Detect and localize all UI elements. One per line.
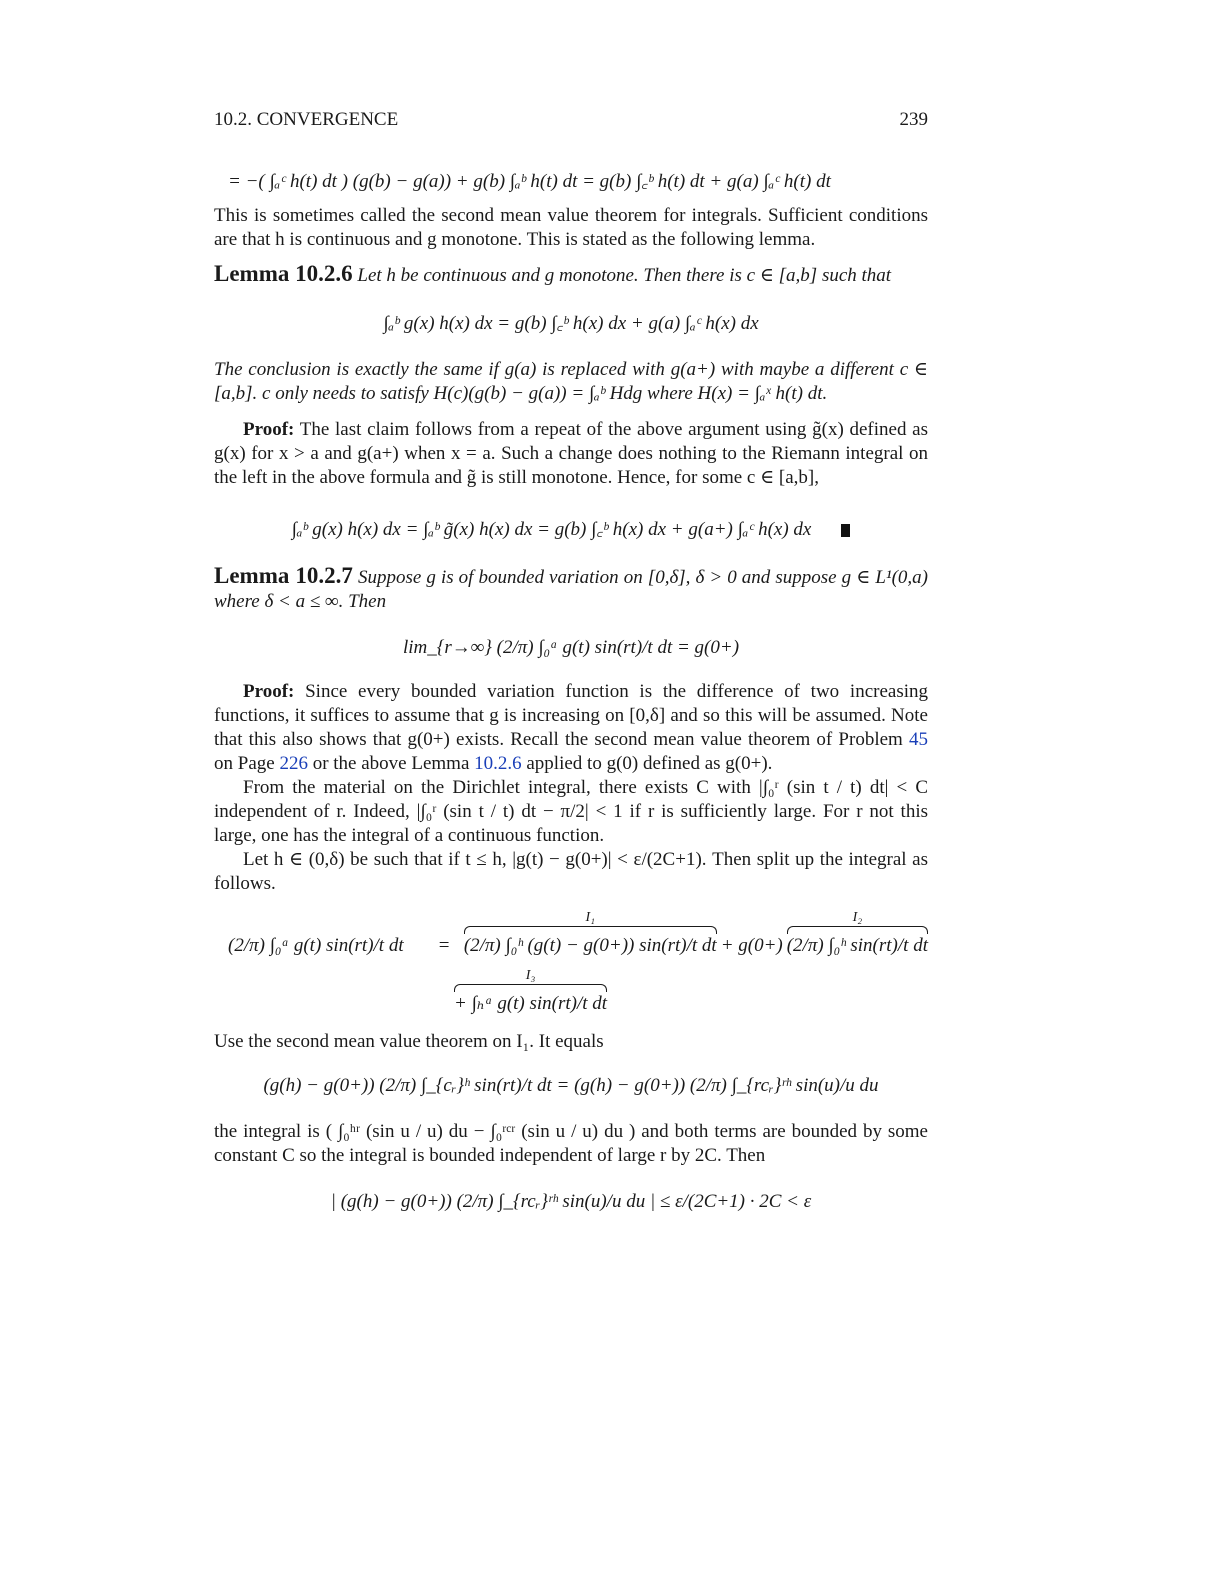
brace-label-I1: I₁ — [585, 910, 596, 925]
final-inequality: | (g(h) − g(0+)) (2/π) ∫_{rcᵣ}ʳʰ sin(u)/u du | ≤ ε/(2C+1) · 2C < ε — [330, 1191, 812, 1212]
lemma-equation: ∫ₐᵇ g(x) h(x) dx = g(b) ∫꜀ᵇ h(x) dx + g(a) ∫ₐᶜ h(x) dx — [383, 313, 759, 334]
bound-paragraph: the integral is ( ∫₀ʰʳ (sin u / u) du − ∫₀ʳᶜʳ (sin u / u) du ) and both terms are bounded by some constant C so the integral is bounded independent of large r by 2C. Then — [214, 1121, 928, 1166]
brace-label-I2: I₂ — [852, 910, 863, 925]
proof-text: The last claim follows from a repeat of the above argument using g̃(x) defined as g(x) for x > a and g(a+) when x = a. Such a change does nothing to the Riemann integral on the left in the above formula and g̃ is still monotone. Hence, for some c ∈ [a,b], — [214, 419, 928, 488]
page-body — [214, 108, 928, 1214]
brace-I1 — [464, 912, 717, 958]
lemma-title: Lemma 10.2.6 — [214, 261, 353, 286]
lemma-statement: Let h be continuous and g monotone. Then there is c ∈ [a,b] such that — [357, 265, 892, 286]
lemma-remark: The conclusion is exactly the same if g(a) is replaced with g(a+) with maybe a different c ∈ [a,b]. c only needs to satisfy H(c)(g(b) − g(a)) = ∫ₐᵇ Hdg where H(x) = ∫ₐˣ h(t) dt. — [214, 359, 928, 404]
split-equation — [214, 912, 928, 1016]
brace-I3 — [454, 970, 607, 1016]
proof-text: applied to g(0) defined as g(0+). — [521, 753, 773, 774]
split-intro-paragraph: Let h ∈ (0,δ) be such that if t ≤ h, |g(t) − g(0+)| < ε/(2C+1). Then split up the integral as follows. — [214, 849, 928, 894]
dirichlet-paragraph: From the material on the Dirichlet integral, there exists C with |∫₀ʳ (sin t / t) dt| < C independent of r. Indeed, |∫₀ʳ (sin t / t) dt − π/2| < 1 if r is sufficiently large. For r not this large, one has the integral of a continuous function. — [214, 777, 928, 846]
split-lhs: (2/π) ∫₀ᵃ g(t) sin(rt)/t dt — [228, 935, 404, 956]
split-equals: = — [438, 935, 450, 956]
page-number: 239 — [899, 109, 928, 130]
brace-label-I3: I₃ — [525, 968, 536, 983]
proof-label: Proof: — [243, 419, 295, 440]
link-lemma[interactable]: 10.2.6 — [474, 753, 522, 774]
proof-equation — [214, 518, 928, 542]
term-I3: + ∫ₕᵃ g(t) sin(rt)/t dt — [454, 993, 608, 1014]
proof-text: or the above Lemma — [307, 753, 475, 774]
lemma-10-2-6 — [214, 262, 928, 288]
limit-equation: lim_{r→∞} (2/π) ∫₀ᵃ g(t) sin(rt)/t dt = g(0+) — [402, 637, 740, 658]
running-header — [214, 108, 928, 140]
link-problem[interactable]: 45 — [909, 729, 928, 750]
proof2-paragraph — [214, 680, 928, 776]
term-I1: (2/π) ∫₀ʰ (g(t) − g(0+)) sin(rt)/t dt — [463, 935, 717, 956]
lemma-10-2-7 — [214, 564, 928, 614]
proof-text: Since every bounded variation function is the difference of two increasing functions, it suffices to assume that g is increasing on [0,δ] and so this will be assumed. Note that this also shows that g(0+) exists. Recall the second mean value theorem of Problem — [214, 681, 928, 750]
proof-label: Proof: — [243, 681, 295, 702]
link-page[interactable]: 226 — [279, 753, 308, 774]
section-title: 10.2. CONVERGENCE — [214, 109, 399, 130]
mvt-paragraph: Use the second mean value theorem on I₁. It equals — [214, 1031, 604, 1052]
proof-paragraph — [214, 418, 928, 490]
qed-mark — [841, 524, 850, 537]
paragraph-intro: This is sometimes called the second mean value theorem for integrals. Sufficient conditions are that h is continuous and g monotone. This is stated as the following lemma. — [214, 205, 928, 250]
brace-I2 — [787, 912, 928, 958]
equation-top: = −( ∫ₐᶜ h(t) dt ) (g(b) − g(a)) + g(b) ∫ₐᵇ h(t) dt = g(b) ∫꜀ᵇ h(t) dt + g(a) ∫ₐᶜ h(t) dt — [228, 171, 831, 192]
lemma-statement: Suppose g is of bounded variation on [0,δ], δ > 0 and suppose g ∈ L¹(0,a) where δ < a ≤ ∞. Then — [214, 567, 928, 612]
mvt-equation: (g(h) − g(0+)) (2/π) ∫_{cᵣ}ʰ sin(rt)/t dt = (g(h) − g(0+)) (2/π) ∫_{rcᵣ}ʳʰ sin(u)/u du — [263, 1075, 879, 1096]
term-I2: (2/π) ∫₀ʰ sin(rt)/t dt — [786, 935, 928, 956]
proof-text: on Page — [214, 753, 280, 774]
proof-equation-text: ∫ₐᵇ g(x) h(x) dx = ∫ₐᵇ g̃(x) h(x) dx = g(b) ∫꜀ᵇ h(x) dx + g(a+) ∫ₐᶜ h(x) dx — [291, 519, 812, 540]
term-g0: + g(0+) — [720, 935, 783, 956]
lemma-title: Lemma 10.2.7 — [214, 563, 353, 588]
